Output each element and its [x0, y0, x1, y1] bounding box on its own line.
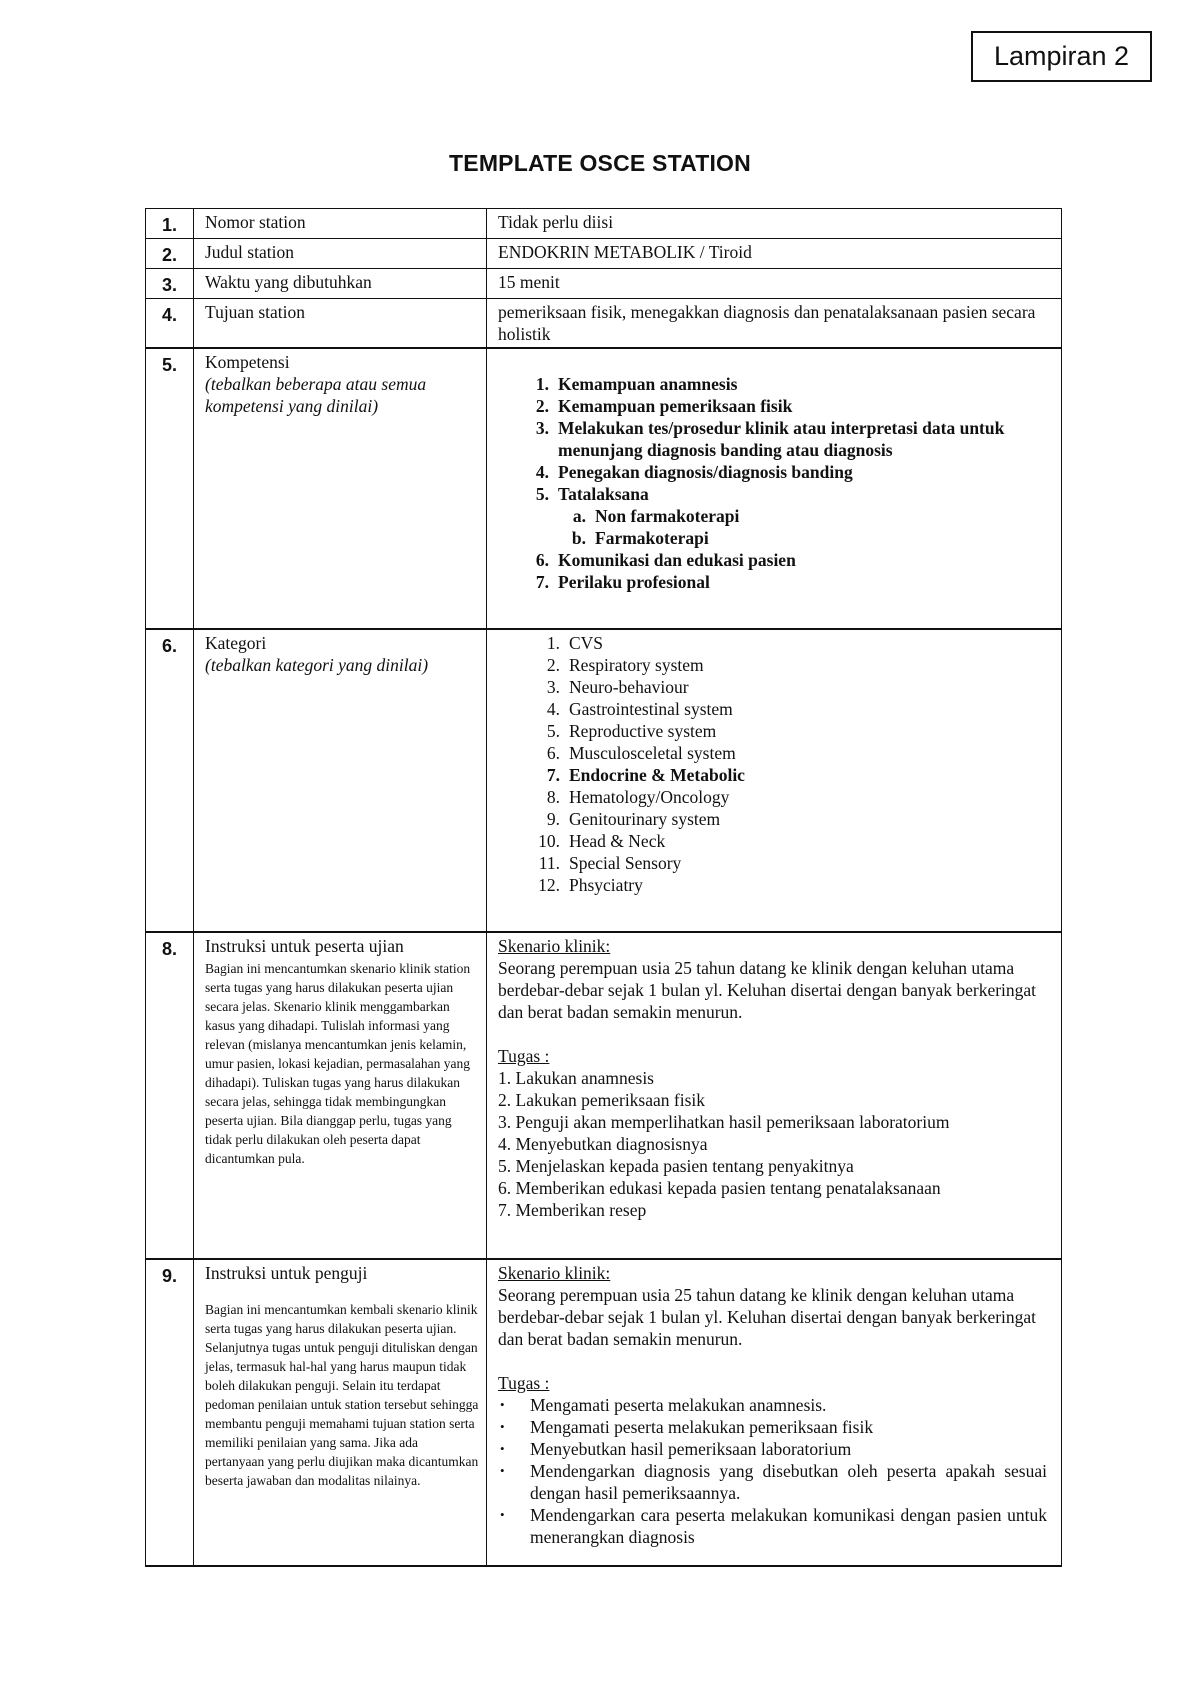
row-objective — [146, 299, 1062, 348]
row-label-cell — [194, 1259, 487, 1566]
scenario-text: Seorang perempuan usia 25 tahun datang ke klinik dengan keluhan utama berdebar-debar sejak 1 bulan yl. Keluhan disertai dengan banyak berkeringat dan berat badan semakin menurun. — [498, 1284, 1037, 1349]
row-note: (tebalkan kategori yang dinilai) — [205, 654, 429, 675]
row-label: Waktu yang dibutuhkan — [194, 269, 487, 299]
row-number: 2. — [146, 239, 194, 269]
list-item: 5. Reproductive system — [546, 720, 717, 741]
competence-list — [498, 373, 1047, 593]
list-item: 1. Kemampuan anamnesis — [535, 373, 738, 394]
row-label: Instruksi untuk penguji — [205, 1262, 368, 1283]
row-label-cell — [194, 629, 487, 932]
attachment-label: Lampiran 2 — [971, 31, 1152, 82]
examiner-instructions-cell — [487, 1259, 1062, 1566]
row-value: pemeriksaan fisik, menegakkan diagnosis dan penatalaksanaan pasien secara holistik — [487, 299, 1062, 348]
list-item: • Menyebutkan hasil pemeriksaan laboratorium — [500, 1438, 852, 1459]
list-item: 2. Kemampuan pemeriksaan fisik — [535, 395, 793, 416]
row-label: Tujuan station — [194, 299, 487, 348]
row-label: Kompetensi — [205, 351, 290, 372]
bullet-icon: • — [500, 1418, 505, 1434]
task-item: 6. Memberikan edukasi kepada pasien tentang penatalaksanaan — [498, 1177, 941, 1198]
task-item: 4. Menyebutkan diagnosisnya — [498, 1133, 708, 1154]
row-value: 15 menit — [487, 269, 1062, 299]
list-item: 1. CVS — [546, 632, 604, 653]
category-list — [498, 632, 1047, 896]
task-item: 7. Memberikan resep — [498, 1199, 647, 1220]
scenario-heading: Skenario klinik: — [498, 935, 611, 956]
list-item: 6. Musculosceletal system — [546, 742, 736, 763]
list-item: 8. Hematology/Oncology — [546, 786, 730, 807]
row-station-title — [146, 239, 1062, 269]
row-label: Nomor station — [194, 209, 487, 239]
row-number: 3. — [146, 269, 194, 299]
bullet-icon: • — [500, 1506, 505, 1522]
row-number: 5. — [146, 348, 194, 629]
row-number: 4. — [146, 299, 194, 348]
list-item-selected: 7. Endocrine & Metabolic — [546, 764, 745, 785]
row-label: Judul station — [194, 239, 487, 269]
row-note: Bagian ini mencantumkan skenario klinik station serta tugas yang harus dilakukan peserta ujian secara jelas. Skenario klinik menggambarkan kasus yang dihadapi. Tulislah informasi yang relevan (mislanya mencantumkan jenis kelamin, umur pasien, lokasi kejadian, permasalahan yang dihadapi). Tuliskan tugas yang harus dilakukan secara jelas, sehingga tidak membingungkan peserta ujian. Bila dianggap perlu, tugas yang tidak perlu dilakukan oleh peserta dapat dicantumkan pula. — [205, 960, 471, 1166]
task-item: 5. Menjelaskan kepada pasien tentang penyakitnya — [498, 1155, 854, 1176]
bullet-icon: • — [500, 1440, 505, 1456]
row-label: Instruksi untuk peserta ujian — [205, 935, 404, 956]
row-participant-instructions — [146, 932, 1062, 1259]
row-category — [146, 629, 1062, 932]
competence-list-cell — [487, 348, 1062, 629]
row-value: Tidak perlu diisi — [487, 209, 1062, 239]
row-label-cell — [194, 932, 487, 1259]
list-item: 5. Tatalaksana — [535, 483, 649, 504]
page-title: TEMPLATE OSCE STATION — [449, 150, 751, 176]
tasks-heading: Tugas : — [498, 1045, 550, 1066]
list-item: a. Non farmakoterapi — [572, 505, 740, 526]
row-label-cell — [194, 348, 487, 629]
row-number: 9. — [146, 1259, 194, 1566]
row-number: 1. — [146, 209, 194, 239]
list-item: • Mendengarkan diagnosis yang disebutkan oleh peserta apakah sesuai dengan hasil pemeriksaannya. — [500, 1460, 1047, 1503]
list-item: 10. Head & Neck — [538, 830, 666, 851]
row-number: 6. — [146, 629, 194, 932]
row-time — [146, 269, 1062, 299]
scenario-heading: Skenario klinik: — [498, 1262, 611, 1283]
osce-table — [145, 208, 1062, 1567]
sublist — [532, 505, 1047, 549]
list-item: • Mengamati peserta melakukan pemeriksaan fisik — [500, 1416, 874, 1437]
bullet-icon: • — [500, 1462, 505, 1478]
participant-instructions-cell — [487, 932, 1062, 1259]
row-competence — [146, 348, 1062, 629]
task-item: 3. Penguji akan memperlihatkan hasil pemeriksaan laboratorium — [498, 1111, 950, 1132]
list-item: 4. Gastrointestinal system — [546, 698, 733, 719]
row-label: Kategori — [205, 632, 267, 653]
list-item: 12. Phsyciatry — [538, 874, 643, 895]
list-item: 2. Respiratory system — [546, 654, 704, 675]
row-number: 8. — [146, 932, 194, 1259]
list-item: b. Farmakoterapi — [571, 527, 709, 548]
row-note: (tebalkan beberapa atau semua kompetensi yang dinilai) — [205, 373, 427, 416]
list-item: 9. Genitourinary system — [546, 808, 721, 829]
list-item: 11. Special Sensory — [538, 852, 682, 873]
row-station-number — [146, 209, 1062, 239]
list-item: • Mendengarkan cara peserta melakukan komunikasi dengan pasien untuk menerangkan diagnosis — [500, 1504, 1047, 1547]
list-item: • Mengamati peserta melakukan anamnesis. — [500, 1394, 827, 1415]
row-note: Bagian ini mencantumkan kembali skenario klinik serta tugas yang harus dilakukan peserta ujian. Selanjutnya tugas untuk penguji dituliskan dengan jelas, termasuk hal-hal yang harus maupun tidak boleh dilakukan penguji. Selain itu terdapat pedoman penilaian untuk station tersebut sehingga membantu penguji memahami tujuan station serta memiliki penilaian yang sama. Jika ada pertanyaan yang perlu diujikan maka dicantumkan beserta jawaban dan modalitas nilainya. — [205, 1301, 479, 1488]
task-item: 1. Lakukan anamnesis — [498, 1067, 654, 1088]
scenario-text: Seorang perempuan usia 25 tahun datang ke klinik dengan keluhan utama berdebar-debar sejak 1 bulan yl. Keluhan disertai dengan banyak berkeringat dan berat badan semakin menurun. — [498, 957, 1037, 1022]
examiner-task-list — [498, 1394, 1047, 1548]
list-item: 4. Penegakan diagnosis/diagnosis banding — [535, 461, 853, 482]
list-item: 3. Neuro-behaviour — [546, 676, 689, 697]
category-list-cell — [487, 629, 1062, 932]
tasks-heading: Tugas : — [498, 1372, 550, 1393]
row-value: ENDOKRIN METABOLIK / Tiroid — [487, 239, 1062, 269]
list-item: 3. Melakukan tes/prosedur klinik atau interpretasi data untuk menunjang diagnosis banding atau diagnosis — [535, 417, 1005, 460]
list-item: 7. Perilaku profesional — [535, 571, 710, 592]
bullet-icon: • — [500, 1396, 505, 1412]
list-item: 6. Komunikasi dan edukasi pasien — [535, 549, 796, 570]
row-examiner-instructions — [146, 1259, 1062, 1566]
task-item: 2. Lakukan pemeriksaan fisik — [498, 1089, 706, 1110]
